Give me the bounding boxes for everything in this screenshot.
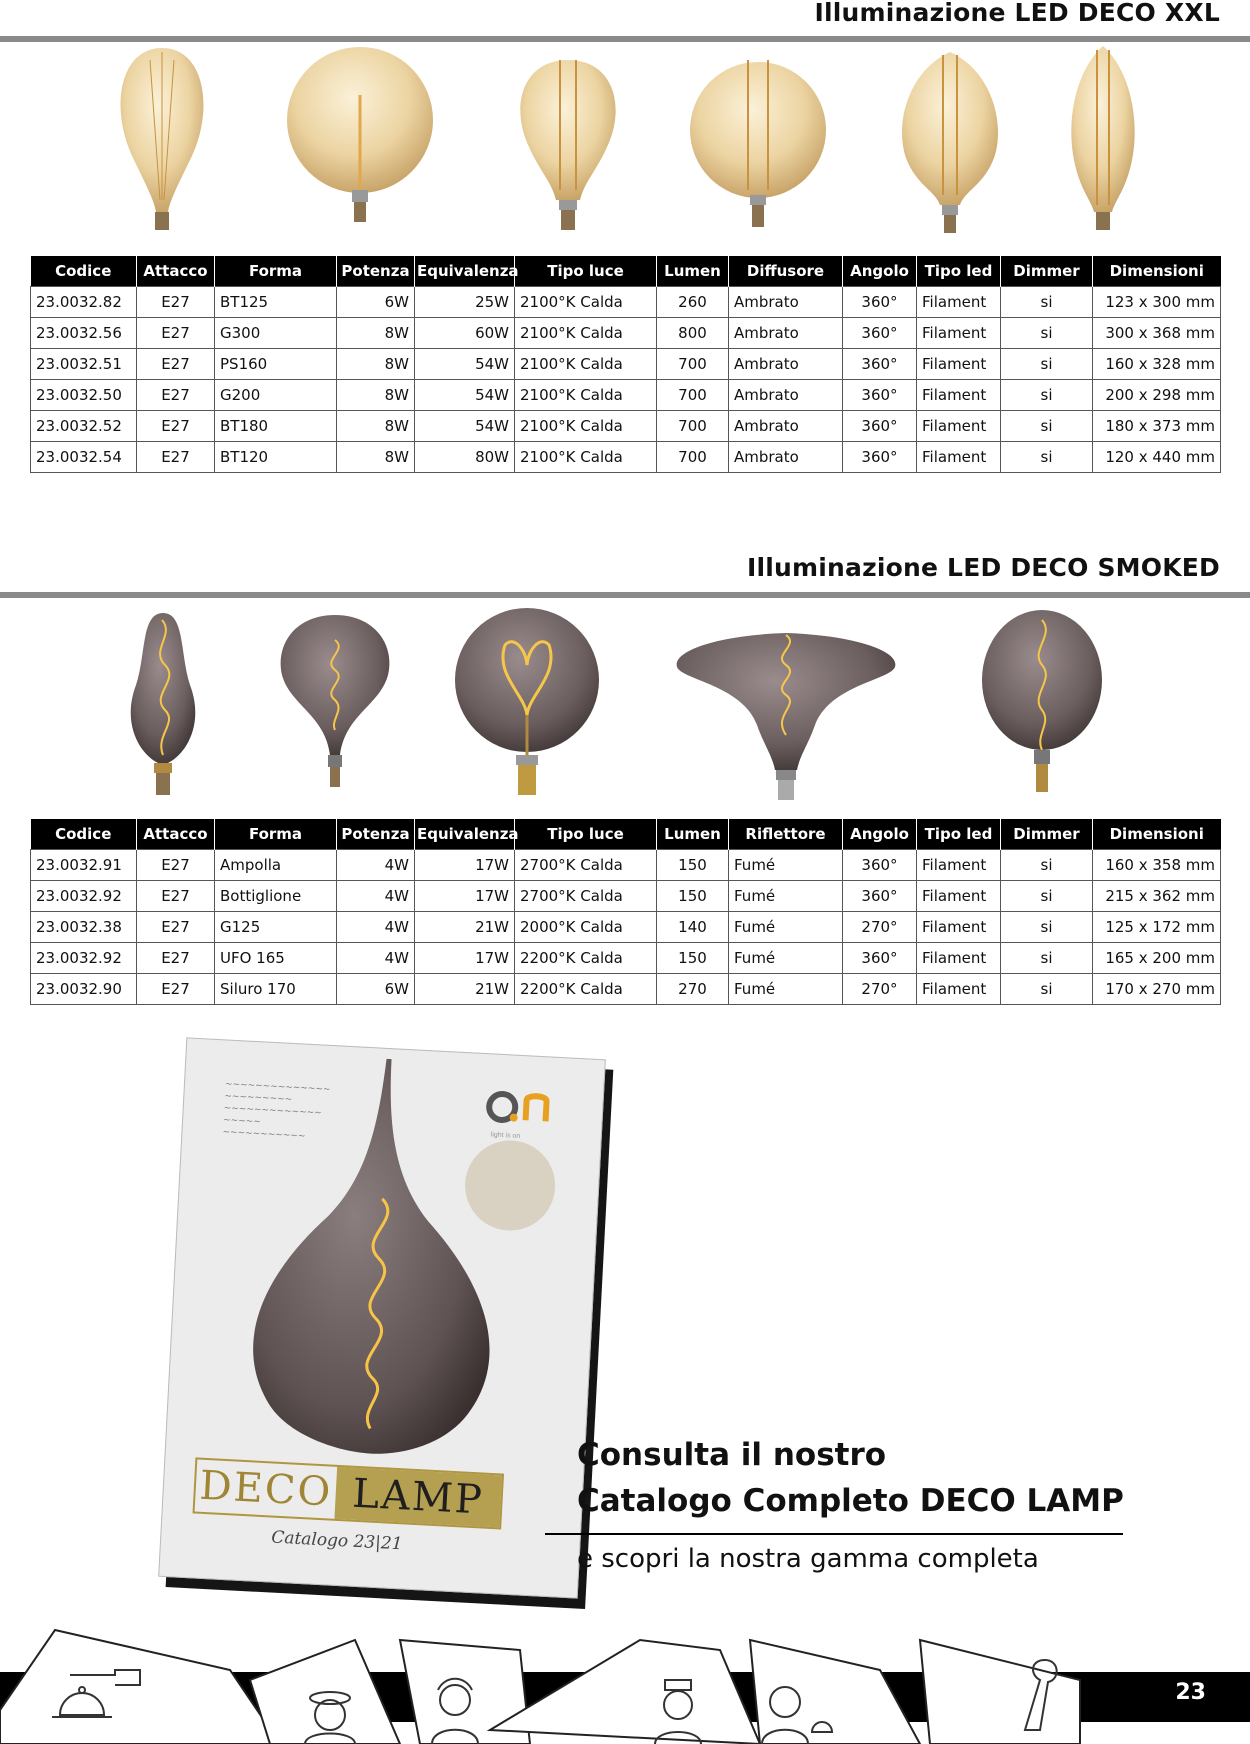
table-cell: 270° — [843, 974, 917, 1005]
table-cell: Siluro 170 — [215, 974, 337, 1005]
table-row — [31, 349, 1221, 380]
col-header: Codice — [31, 256, 137, 287]
catalog-page — [158, 1037, 606, 1598]
table-cell: si — [1001, 912, 1093, 943]
table-cell: 2100°K Calda — [515, 349, 657, 380]
table-cell: UFO 165 — [215, 943, 337, 974]
table-row — [31, 974, 1221, 1005]
table-cell: Ambrato — [729, 411, 843, 442]
table-cell: 23.0032.52 — [31, 411, 137, 442]
table-cell: E27 — [137, 974, 215, 1005]
table-cell: 360° — [843, 287, 917, 318]
table-cell: 54W — [415, 380, 515, 411]
table-cell: 2200°K Calda — [515, 974, 657, 1005]
col-header: Angolo — [843, 819, 917, 850]
catalog-title-lamp: LAMP — [334, 1467, 501, 1528]
smoked-section-title: Illuminazione LED DECO SMOKED — [746, 553, 1220, 582]
table-cell: 23.0032.90 — [31, 974, 137, 1005]
xxl-section-title: Illuminazione LED DECO XXL — [814, 0, 1220, 27]
table-cell: 700 — [657, 442, 729, 473]
table-cell: si — [1001, 943, 1093, 974]
footer-panel — [920, 1640, 1080, 1744]
col-header: Dimensioni — [1093, 819, 1221, 850]
table-cell: Fumé — [729, 912, 843, 943]
table-cell: E27 — [137, 318, 215, 349]
table-cell: 2000°K Calda — [515, 912, 657, 943]
table-cell: 165 x 200 mm — [1093, 943, 1221, 974]
table-cell: 125 x 172 mm — [1093, 912, 1221, 943]
table-cell: Ampolla — [215, 850, 337, 881]
table-cell: 8W — [337, 380, 415, 411]
col-header: Potenza — [337, 819, 415, 850]
bulb-g125-image — [455, 608, 599, 795]
table-cell: Filament — [917, 881, 1001, 912]
table-cell: 8W — [337, 411, 415, 442]
table-cell: 2100°K Calda — [515, 411, 657, 442]
col-header: Diffusore — [729, 256, 843, 287]
col-header: Equivalenza — [415, 256, 515, 287]
catalog-bulb-image — [165, 1038, 605, 1479]
table-cell: 25W — [415, 287, 515, 318]
col-header: Potenza — [337, 256, 415, 287]
col-header: Lumen — [657, 256, 729, 287]
table-cell: 2200°K Calda — [515, 943, 657, 974]
page-number: 23 — [1175, 1680, 1206, 1705]
bulb-bottiglione-image — [281, 615, 390, 787]
table-cell: 160 x 358 mm — [1093, 850, 1221, 881]
table-cell: 60W — [415, 318, 515, 349]
table-cell: PS160 — [215, 349, 337, 380]
table-cell: 2100°K Calda — [515, 287, 657, 318]
table-cell: 23.0032.92 — [31, 943, 137, 974]
table-cell: 700 — [657, 411, 729, 442]
table-row — [31, 287, 1221, 318]
table-cell: 300 x 368 mm — [1093, 318, 1221, 349]
table-cell: 23.0032.92 — [31, 881, 137, 912]
table-cell: 360° — [843, 318, 917, 349]
table-cell: 700 — [657, 349, 729, 380]
table-cell: E27 — [137, 287, 215, 318]
bulb-bt120-image — [1071, 46, 1134, 230]
xxl-bulb-images — [0, 40, 1250, 250]
table-cell: 23.0032.82 — [31, 287, 137, 318]
table-cell: 360° — [843, 850, 917, 881]
table-row — [31, 881, 1221, 912]
table-cell: 4W — [337, 912, 415, 943]
table-cell: E27 — [137, 411, 215, 442]
table-cell: 8W — [337, 318, 415, 349]
table-cell: Bottiglione — [215, 881, 337, 912]
table-cell: 260 — [657, 287, 729, 318]
table-cell: 54W — [415, 349, 515, 380]
table-row — [31, 411, 1221, 442]
bulb-g200-image — [690, 60, 826, 227]
table-cell: Filament — [917, 349, 1001, 380]
bulb-g300-image — [287, 47, 433, 222]
table-row — [31, 850, 1221, 881]
table-cell: 21W — [415, 974, 515, 1005]
table-cell: 4W — [337, 881, 415, 912]
col-header: Dimmer — [1001, 819, 1093, 850]
col-header: Tipo luce — [515, 819, 657, 850]
table-cell: 120 x 440 mm — [1093, 442, 1221, 473]
catalog-title-deco: DECO — [198, 1462, 334, 1516]
col-header: Angolo — [843, 256, 917, 287]
col-header: Equivalenza — [415, 819, 515, 850]
col-header: Riflettore — [729, 819, 843, 850]
table-cell: 8W — [337, 349, 415, 380]
table-cell: Ambrato — [729, 349, 843, 380]
table-cell: BT180 — [215, 411, 337, 442]
table-cell: E27 — [137, 881, 215, 912]
bulb-bt125-image — [121, 48, 204, 230]
table-cell: Filament — [917, 318, 1001, 349]
table-cell: 2700°K Calda — [515, 881, 657, 912]
table-cell: E27 — [137, 442, 215, 473]
table-cell: Filament — [917, 287, 1001, 318]
table-cell: 6W — [337, 287, 415, 318]
col-header: Forma — [215, 819, 337, 850]
table-cell: Fumé — [729, 850, 843, 881]
smoked-bulb-images — [0, 605, 1250, 810]
table-cell: 215 x 362 mm — [1093, 881, 1221, 912]
catalog-subtitle: Catalogo 23|21 — [270, 1527, 404, 1555]
table-cell: E27 — [137, 850, 215, 881]
table-cell: Ambrato — [729, 442, 843, 473]
bulb-ampolla-image — [131, 613, 196, 795]
table-cell: Ambrato — [729, 287, 843, 318]
table-cell: 150 — [657, 881, 729, 912]
table-cell: BT120 — [215, 442, 337, 473]
table-cell: si — [1001, 850, 1093, 881]
table-cell: 160 x 328 mm — [1093, 349, 1221, 380]
table-cell: 21W — [415, 912, 515, 943]
promo-heading-line2: Catalogo Completo DECO LAMP — [577, 1483, 1124, 1519]
bulb-ufo165-image — [677, 633, 896, 800]
table-cell: Fumé — [729, 974, 843, 1005]
table-cell: si — [1001, 380, 1093, 411]
table-cell: 180 x 373 mm — [1093, 411, 1221, 442]
table-cell: 17W — [415, 850, 515, 881]
col-header: Codice — [31, 819, 137, 850]
catalog-cover[interactable] — [158, 1037, 606, 1598]
promo-subtitle: e scopri la nostra gamma completa — [577, 1544, 1039, 1574]
table-cell: 2100°K Calda — [515, 318, 657, 349]
table-cell: 2700°K Calda — [515, 850, 657, 881]
table-cell: 2100°K Calda — [515, 380, 657, 411]
table-cell: Ambrato — [729, 380, 843, 411]
table-cell: G300 — [215, 318, 337, 349]
col-header: Tipo luce — [515, 256, 657, 287]
footer-panel — [0, 1630, 280, 1744]
table-cell: Filament — [917, 380, 1001, 411]
table-cell: 4W — [337, 850, 415, 881]
table-cell: 23.0032.91 — [31, 850, 137, 881]
col-header: Forma — [215, 256, 337, 287]
table-row — [31, 912, 1221, 943]
table-cell: 123 x 300 mm — [1093, 287, 1221, 318]
table-cell: E27 — [137, 380, 215, 411]
table-row — [31, 380, 1221, 411]
table-cell: Filament — [917, 943, 1001, 974]
table-cell: 360° — [843, 881, 917, 912]
table-cell: Filament — [917, 912, 1001, 943]
table-cell: 23.0032.51 — [31, 349, 137, 380]
col-header: Tipo led — [917, 819, 1001, 850]
table-cell: si — [1001, 318, 1093, 349]
table-cell: si — [1001, 881, 1093, 912]
table-cell: Fumé — [729, 943, 843, 974]
col-header: Tipo led — [917, 256, 1001, 287]
bulb-bt180-image — [902, 52, 998, 233]
table-cell: BT125 — [215, 287, 337, 318]
col-header: Dimmer — [1001, 256, 1093, 287]
table-cell: 360° — [843, 442, 917, 473]
col-header: Attacco — [137, 256, 215, 287]
bulb-siluro170-image — [982, 610, 1102, 792]
table-cell: 270 — [657, 974, 729, 1005]
table-row — [31, 943, 1221, 974]
table-cell: 2100°K Calda — [515, 442, 657, 473]
table-cell: 17W — [415, 881, 515, 912]
table-cell: Filament — [917, 850, 1001, 881]
promo-heading — [577, 1432, 1137, 1524]
table-cell: Fumé — [729, 881, 843, 912]
col-header: Dimensioni — [1093, 256, 1221, 287]
table-cell: G200 — [215, 380, 337, 411]
table-cell: 360° — [843, 943, 917, 974]
table-cell: Filament — [917, 442, 1001, 473]
table-cell: 17W — [415, 943, 515, 974]
promo-rule — [545, 1533, 1123, 1535]
table-cell: 4W — [337, 943, 415, 974]
table-cell: E27 — [137, 349, 215, 380]
table-cell: 150 — [657, 850, 729, 881]
catalog-logo-tagline: light is on — [490, 1131, 521, 1140]
table-cell: 6W — [337, 974, 415, 1005]
table-cell: 700 — [657, 380, 729, 411]
xxl-table-header — [31, 256, 1221, 287]
table-cell: si — [1001, 442, 1093, 473]
table-cell: 8W — [337, 442, 415, 473]
table-cell: si — [1001, 349, 1093, 380]
table-cell: 360° — [843, 380, 917, 411]
table-cell: 360° — [843, 411, 917, 442]
xxl-spec-table — [30, 256, 1221, 473]
table-cell: E27 — [137, 912, 215, 943]
table-cell: Filament — [917, 411, 1001, 442]
table-row — [31, 318, 1221, 349]
table-cell: 270° — [843, 912, 917, 943]
table-cell: 170 x 270 mm — [1093, 974, 1221, 1005]
table-cell: 23.0032.54 — [31, 442, 137, 473]
smoked-table-header — [31, 819, 1221, 850]
promo-heading-line1: Consulta il nostro — [577, 1437, 887, 1473]
table-cell: Filament — [917, 974, 1001, 1005]
table-cell: 80W — [415, 442, 515, 473]
table-cell: 54W — [415, 411, 515, 442]
table-cell: G125 — [215, 912, 337, 943]
col-header: Lumen — [657, 819, 729, 850]
table-cell: 23.0032.56 — [31, 318, 137, 349]
table-cell: 23.0032.38 — [31, 912, 137, 943]
footer-band — [0, 1620, 1250, 1744]
table-cell: 23.0032.50 — [31, 380, 137, 411]
catalog-handwritten-note: ~~~~~~~~~~~~~~ ~~~~~~~~~ ~~~~~~~~~~~~~ ~~~~~ ~~~~~~~~~~~ — [222, 1079, 331, 1142]
table-cell: si — [1001, 411, 1093, 442]
bulb-ps160-image — [520, 60, 615, 230]
table-row — [31, 442, 1221, 473]
smoked-spec-table — [30, 819, 1221, 1005]
smoked-title-rule — [0, 592, 1250, 598]
table-cell: 200 x 298 mm — [1093, 380, 1221, 411]
table-cell: si — [1001, 974, 1093, 1005]
table-cell: 150 — [657, 943, 729, 974]
table-cell: 140 — [657, 912, 729, 943]
table-cell: Ambrato — [729, 318, 843, 349]
col-header: Attacco — [137, 819, 215, 850]
table-cell: si — [1001, 287, 1093, 318]
table-cell: E27 — [137, 943, 215, 974]
table-cell: 800 — [657, 318, 729, 349]
table-cell: 360° — [843, 349, 917, 380]
